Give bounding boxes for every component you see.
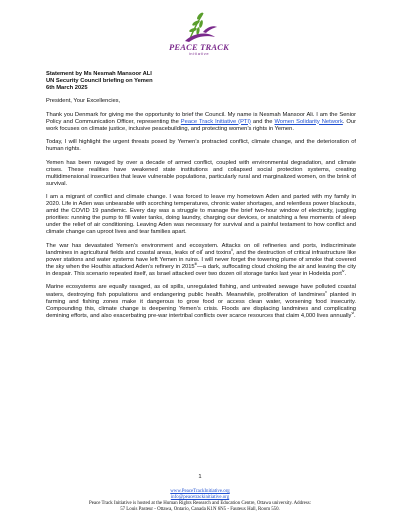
peace-track-logo xyxy=(163,5,235,61)
endnote-ref[interactable]: i xyxy=(202,247,203,252)
paragraph-text: and the xyxy=(250,118,275,125)
paragraph-threats: Today, I will highlight the urgent threats posed by Yemen’s protracted conflict, climate change, and the deterioration of human rights. xyxy=(46,139,356,153)
paragraph-intro xyxy=(46,112,356,133)
salutation: President, Your Excellencies, xyxy=(46,98,121,105)
footer-address-text: 57 Louis Pasteur - Ottawa, Ontario, Canada K1N 6N5 - Fauteux Hall, Room 550. xyxy=(120,507,280,512)
paragraph-text: . xyxy=(344,271,347,278)
paragraph-marine xyxy=(46,284,356,319)
paragraph-text: . xyxy=(354,312,356,319)
paragraph-environment xyxy=(46,243,356,278)
paragraph-migrant: I am a migrant of conflict and climate change. I was forced to leave my hometown Aden and parted with my family in 2020. Life in Aden was unbearable with scorching temperatures, chronic water shortages, and relentless power blackouts, amid the COVID 19 pandemic. Every day was a struggle to manage the brief two-hour window of electricity, juggling priorities: running the pump to fill water tanks, doing laundry, charging our devices, or snatching a few moments of sleep under the relief of air conditioning. Leaving Aden was necessary for survival and a painful testament to how conflict and climate change can uproot lives and tear families apart. xyxy=(46,194,356,236)
email-link[interactable]: info@peacetrackinitiative.org xyxy=(170,495,230,500)
women-solidarity-network-link[interactable]: Women Solidarity Network xyxy=(274,118,343,125)
website-link[interactable]: www.PeaceTrackInitiative.org xyxy=(170,489,230,494)
paragraph-text: Thank you Denmark for giving me the opportunity to brief the Council. My name is Nesmah Mansoor Ali. I am the Senior Policy and Communication Officer, representing the xyxy=(46,111,356,125)
logo-wordmark: PEACE TRACK xyxy=(168,42,230,52)
endnote-ref[interactable]: iv xyxy=(341,269,345,274)
paragraph-text: Marine ecosystems are equally ravaged, as oil spills, unregulated fishing, and untreated sewage have polluted coastal waters, destroying fish populations and endangering public health. Meanwhile, proliferation of landmines xyxy=(46,284,356,298)
paragraph-text: , and the destruction of critical infrastructure like power stations and water systems have left Yemen in ruins. I will never forget the towering plume of smoke that covered the sky when the Houthis attacked Aden’s refinery in 2015 xyxy=(46,249,357,270)
endnote-ref[interactable]: iii xyxy=(194,262,198,267)
page-number: 1 xyxy=(198,474,202,480)
peace-track-initiative-link[interactable]: Peace Track Initiative (PTI) xyxy=(180,118,251,125)
footer xyxy=(0,489,400,513)
paragraph-text: —a dark, suffocating cloud choking the air and leaving the city in despair. This scenario repeated itself, as Israel attacked over two dozen oil storage tanks last year in Hodeida port xyxy=(46,263,356,278)
statement-title: Statement by Ms Nesmah Mansoor ALI xyxy=(46,71,152,77)
paragraph-text: The war has devastated Yemen’s environment and ecosystem. Attacks on oil refineries and ports, indiscriminate landmines in agricultural fields and coastal areas, leaks of oil xyxy=(46,242,356,256)
footer-host-text: Peace Track Initiative is hosted at the Human Rights Research and Education Centre, Ottawa university. Address: xyxy=(88,501,312,506)
paragraph-text: planted in farming and fishing zones make it dangerous to grow food or access clean water, worsening food insecurity. Compounding this, climate change is deepening Yemen’s crisis. Floods are displacing landmines and complicating demining efforts, and also exacerbating pre-war intertribal conflicts over scarce resources that claim 4,000 lives annually xyxy=(46,291,356,319)
paragraph-text: and toxins xyxy=(203,249,232,256)
endnote-ref[interactable]: ii xyxy=(231,247,233,252)
paragraph-text: . Our work focuses on climate justice, inclusive peacebuilding, and protecting women’s rights in Yemen. xyxy=(46,118,356,132)
endnote-ref[interactable]: vi xyxy=(351,310,355,315)
endnote-ref[interactable]: v xyxy=(325,289,327,294)
paragraph-conflict: Yemen has been ravaged by over a decade of armed conflict, coupled with environmental degradation, and climate crises. These realities have weakened state institutions and collapsed social protection systems, creating multidimensional insecurities that leave vulnerable populations, particularly rural and marginalized women, on the brink of survival. xyxy=(46,159,356,187)
statement-body xyxy=(46,71,356,326)
statement-subtitle: UN Security Council briefing on Yemen xyxy=(46,78,153,85)
statement-date: 6th March 2025 xyxy=(46,85,88,92)
logo-subtitle: initiative xyxy=(188,51,210,56)
